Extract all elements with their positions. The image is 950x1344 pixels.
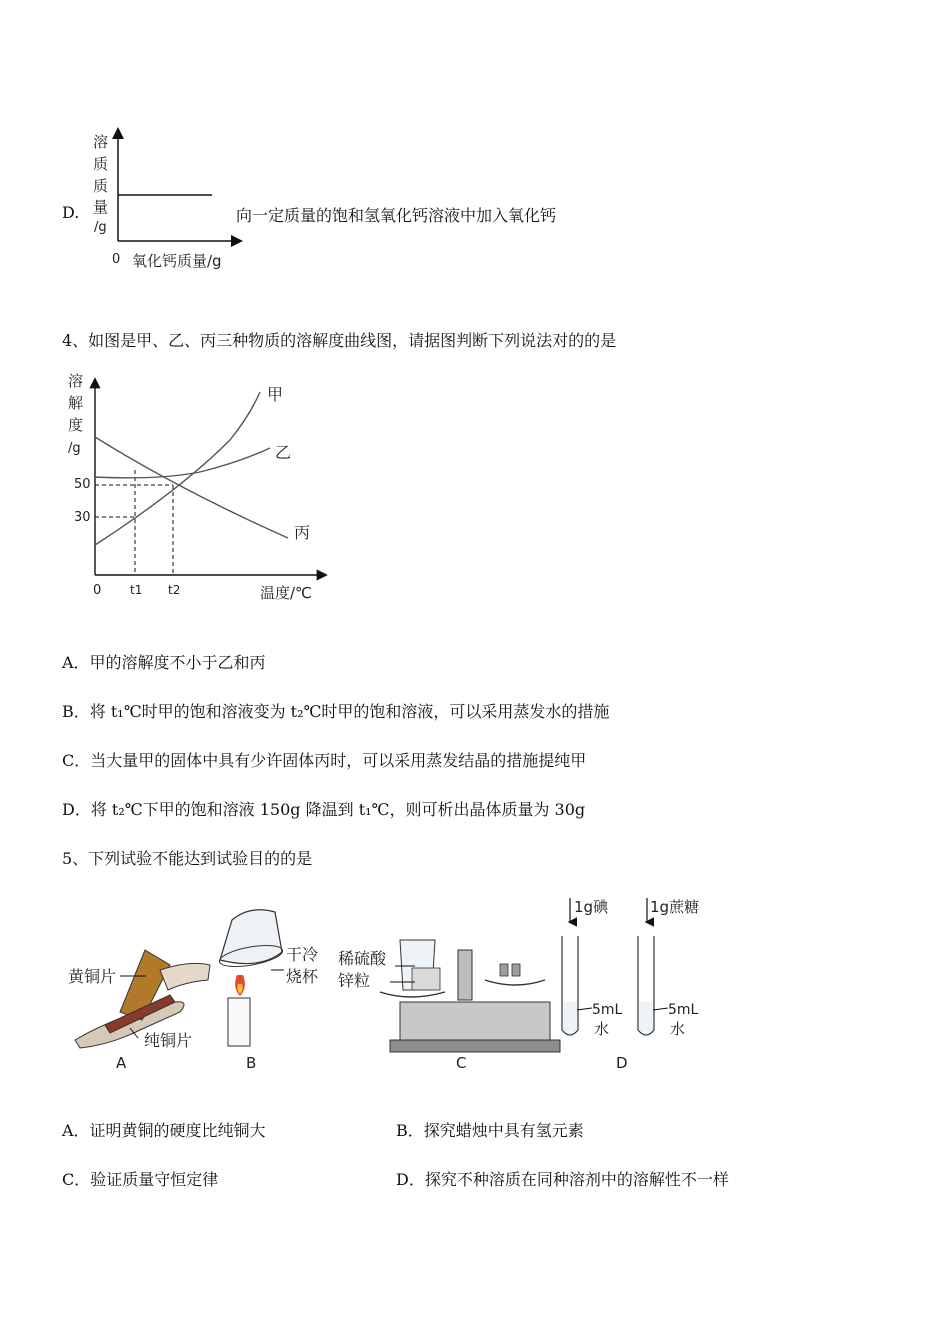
label-line-water-1: [577, 1008, 592, 1010]
label-5ml-2: 5mL: [668, 1002, 699, 1018]
q4-label-jia: 甲: [267, 385, 284, 404]
label-pure-copper: 纯铜片: [144, 1031, 193, 1050]
left-pan: [380, 992, 445, 997]
panel-b-letter: B: [246, 1054, 257, 1072]
water-iodine: [563, 1002, 577, 1034]
label-zinc: 锌粒: [338, 971, 371, 990]
label-water-2: 水: [670, 1020, 686, 1038]
q4-label-bing: 丙: [294, 523, 311, 542]
q4-ytick-50: 50: [74, 477, 91, 492]
panel-c: [338, 940, 560, 1072]
q3-option-d-letter: D.: [62, 203, 80, 222]
weight-2: [512, 964, 520, 976]
q4-ylabel-2: 解: [68, 394, 84, 412]
panel-d: [562, 898, 699, 1072]
q5-stem: 5、下列试验不能达到试验目的的是: [62, 849, 313, 868]
q3d-ylabel-2: 质: [93, 155, 109, 173]
label-iodine: 1g碘: [574, 898, 609, 916]
candle-body: [228, 998, 250, 1046]
zinc-granules: [412, 968, 440, 990]
q4-ylabel-unit: /g: [68, 441, 81, 456]
q4-ylabel-1: 溶: [68, 372, 84, 390]
q5-option-c: C．验证质量守恒定律: [62, 1170, 219, 1189]
hand-right: [160, 963, 210, 990]
cold-beaker: [220, 910, 282, 964]
balance-foot: [390, 1040, 560, 1052]
q3d-ylabel-unit: /g: [94, 220, 107, 235]
q4-option-b: B．将 t₁℃时甲的饱和溶液变为 t₂℃时甲的饱和溶液，可以采用蒸发水的措施: [62, 702, 610, 721]
panel-d-letter: D: [616, 1054, 628, 1072]
q3d-ylabel-4: 量: [93, 198, 109, 216]
q4-xtick-t1: t1: [130, 583, 143, 597]
q4-option-d: D．将 t₂℃下甲的饱和溶液 150g 降温到 t₁℃，则可析出晶体质量为 30g: [62, 800, 586, 819]
q5-option-d: D．探究不种溶质在同种溶剂中的溶解性不一样: [396, 1170, 729, 1189]
q4-ytick-30: 30: [74, 510, 91, 525]
q4-xlabel: 温度/℃: [260, 584, 312, 602]
panel-b: [218, 910, 319, 1072]
label-beaker: 烧杯: [286, 967, 319, 986]
label-sucrose: 1g蔗糖: [650, 898, 700, 916]
q4-option-a: A．甲的溶解度不小于乙和丙: [62, 653, 266, 672]
q4-xtick-0: 0: [93, 583, 102, 598]
q3d-ylabel-3: 质: [93, 177, 109, 195]
label-line-water-2: [653, 1008, 668, 1010]
q4-solubility-chart: [60, 370, 340, 610]
balance-base: [400, 1002, 550, 1042]
label-5ml-1: 5mL: [592, 1002, 623, 1018]
q5-experiment-figure: [60, 890, 720, 1080]
q3d-graph: [85, 125, 245, 275]
panel-a: [68, 950, 210, 1072]
water-sucrose: [639, 1002, 653, 1034]
q4-xtick-t2: t2: [168, 583, 181, 597]
q3d-origin: 0: [112, 252, 121, 267]
panel-c-letter: C: [456, 1054, 467, 1072]
q3-option-d-text: 向一定质量的饱和氢氧化钙溶液中加入氧化钙: [236, 206, 557, 225]
balance-pillar: [458, 950, 472, 1000]
weight-1: [500, 964, 508, 976]
q5-option-b: B．探究蜡烛中具有氢元素: [396, 1121, 584, 1140]
panel-a-letter: A: [116, 1054, 127, 1072]
q4-label-yi: 乙: [275, 443, 292, 462]
q4-stem: 4、如图是甲、乙、丙三种物质的溶解度曲线图，请据图判断下列说法对的的是: [62, 331, 617, 350]
label-dilute-acid: 稀硫酸: [338, 949, 387, 968]
right-pan: [485, 980, 545, 985]
label-dry-cold: 干冷: [286, 945, 319, 964]
q3d-xlabel: 氧化钙质量/g: [132, 252, 222, 270]
q5-option-a: A．证明黄铜的硬度比纯铜大: [62, 1121, 266, 1140]
label-brass: 黄铜片: [68, 967, 117, 986]
q4-ylabel-3: 度: [68, 416, 84, 434]
q4-option-c: C．当大量甲的固体中具有少许固体丙时，可以采用蒸发结晶的措施提纯甲: [62, 751, 587, 770]
q4-curve-jia: [95, 392, 260, 545]
q3d-ylabel-1: 溶: [93, 133, 109, 151]
label-water-1: 水: [594, 1020, 610, 1038]
